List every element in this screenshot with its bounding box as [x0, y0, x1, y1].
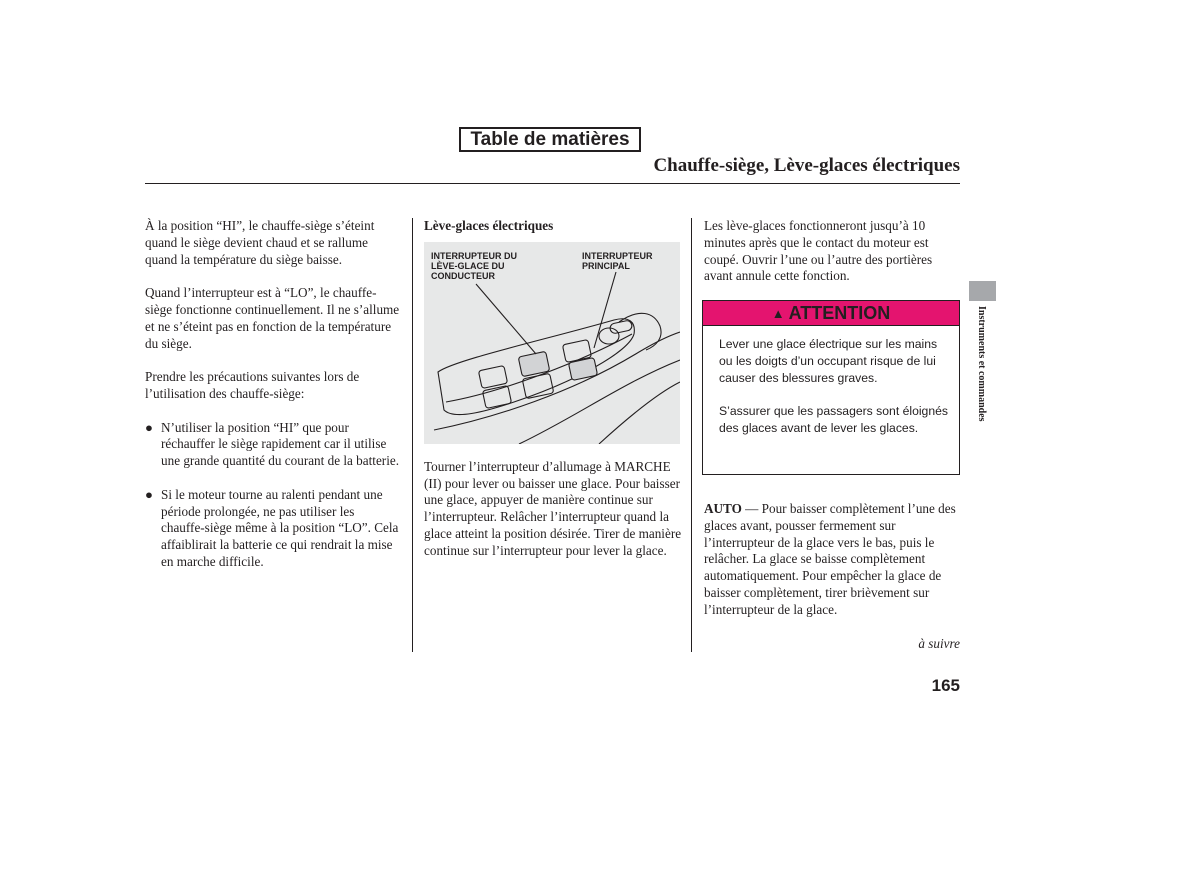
bullet-icon: ●	[145, 419, 153, 435]
paragraph-ignition-instructions: Tourner l’interrupteur d’allumage à MARCHE (II) pour lever ou baisser une glace. Pour baisser une glace, appuyer de manière continue sur l’interrupteur. Relâcher l’interrupteur quand la glace atteint la position désirée. Tirer de manière continue sur l’interrupteur pour lever la glace.	[424, 458, 682, 558]
table-of-contents-button[interactable]: Table de matières	[459, 127, 641, 152]
section-heading: Lève-glaces électriques	[424, 218, 554, 233]
bullet-icon: ●	[145, 486, 153, 502]
list-item-text: N’utiliser la position “HI” que pour réchauffer le siège rapidement car il utilise une grande quantité du courant de la batterie.	[161, 419, 400, 469]
door-panel-drawing	[424, 242, 680, 444]
header-rule	[145, 183, 960, 184]
paragraph-timer: Les lève-glaces fonctionneront jusqu’à 10 minutes après que le contact du moteur est coupé. Ouvrir l’une ou l’autre des portières avant annule cette fonction.	[704, 218, 933, 284]
section-tab-marker	[969, 281, 996, 301]
warning-body	[703, 326, 959, 437]
page-title: Chauffe-siège, Lève-glaces électriques	[653, 155, 960, 176]
paragraph-precautions: Prendre les précautions suivantes lors de l’utilisation des chauffe-siège:	[145, 369, 360, 401]
list-item-text: Si le moteur tourne au ralenti pendant une période prolongée, ne pas utiliser les chauffe-siège même à la position “LO”. Cela affaiblirait la batterie ce qui rendrait la mise en marche difficile.	[161, 486, 399, 569]
warning-title: ATTENTION	[788, 302, 891, 323]
paragraph-hi-position: À la position “HI”, le chauffe-siège s’éteint quand le siège devient chaud et se rallume quand la température du siège baisse.	[145, 218, 375, 267]
column-divider-1	[412, 218, 413, 652]
auto-label: AUTO	[704, 501, 742, 516]
warning-paragraph-1: Lever une glace électrique sur les mains ou les doigts d’un occupant risque de lui causer des blessures graves.	[719, 337, 938, 385]
auto-text: Pour baisser complètement l’une des glaces avant, pousser fermement sur l’interrupteur de la glace vers le bas, puis le relâcher. La glace se baisse complètement automatiquement. Pour empêcher la glace de baisser complètement, tirer brièvement sur l’interrupteur de la glace.	[704, 501, 956, 617]
page-number: 165	[931, 676, 960, 695]
callout-driver-switch: INTERRUPTEUR DU LÈVE-GLACE DU CONDUCTEUR	[431, 250, 518, 281]
section-side-label: Instruments et commandes	[976, 306, 987, 422]
auto-dash: —	[745, 501, 759, 516]
warning-header	[703, 301, 959, 326]
warning-triangle-icon: ▲	[771, 305, 785, 321]
paragraph-auto-function	[704, 501, 961, 619]
column-window-timer	[704, 218, 961, 285]
continued-note: à suivre	[918, 636, 960, 651]
column-divider-2	[691, 218, 692, 652]
column-heated-seats	[145, 218, 400, 571]
list-item	[145, 487, 400, 571]
paragraph-lo-position: Quand l’interrupteur est à “LO”, le chauffe-siège fonctionne continuellement. Il ne s’allume et ne s’éteint pas en fonction de la température du siège.	[145, 285, 400, 351]
window-switch-illustration	[424, 242, 680, 444]
list-item	[145, 420, 400, 470]
warning-box	[702, 300, 960, 475]
column-power-windows	[424, 218, 682, 560]
warning-paragraph-2: S’assurer que les passagers sont éloignés des glaces avant de lever les glaces.	[719, 404, 948, 435]
callout-main-switch: INTERRUPTEUR PRINCIPAL	[582, 250, 653, 271]
